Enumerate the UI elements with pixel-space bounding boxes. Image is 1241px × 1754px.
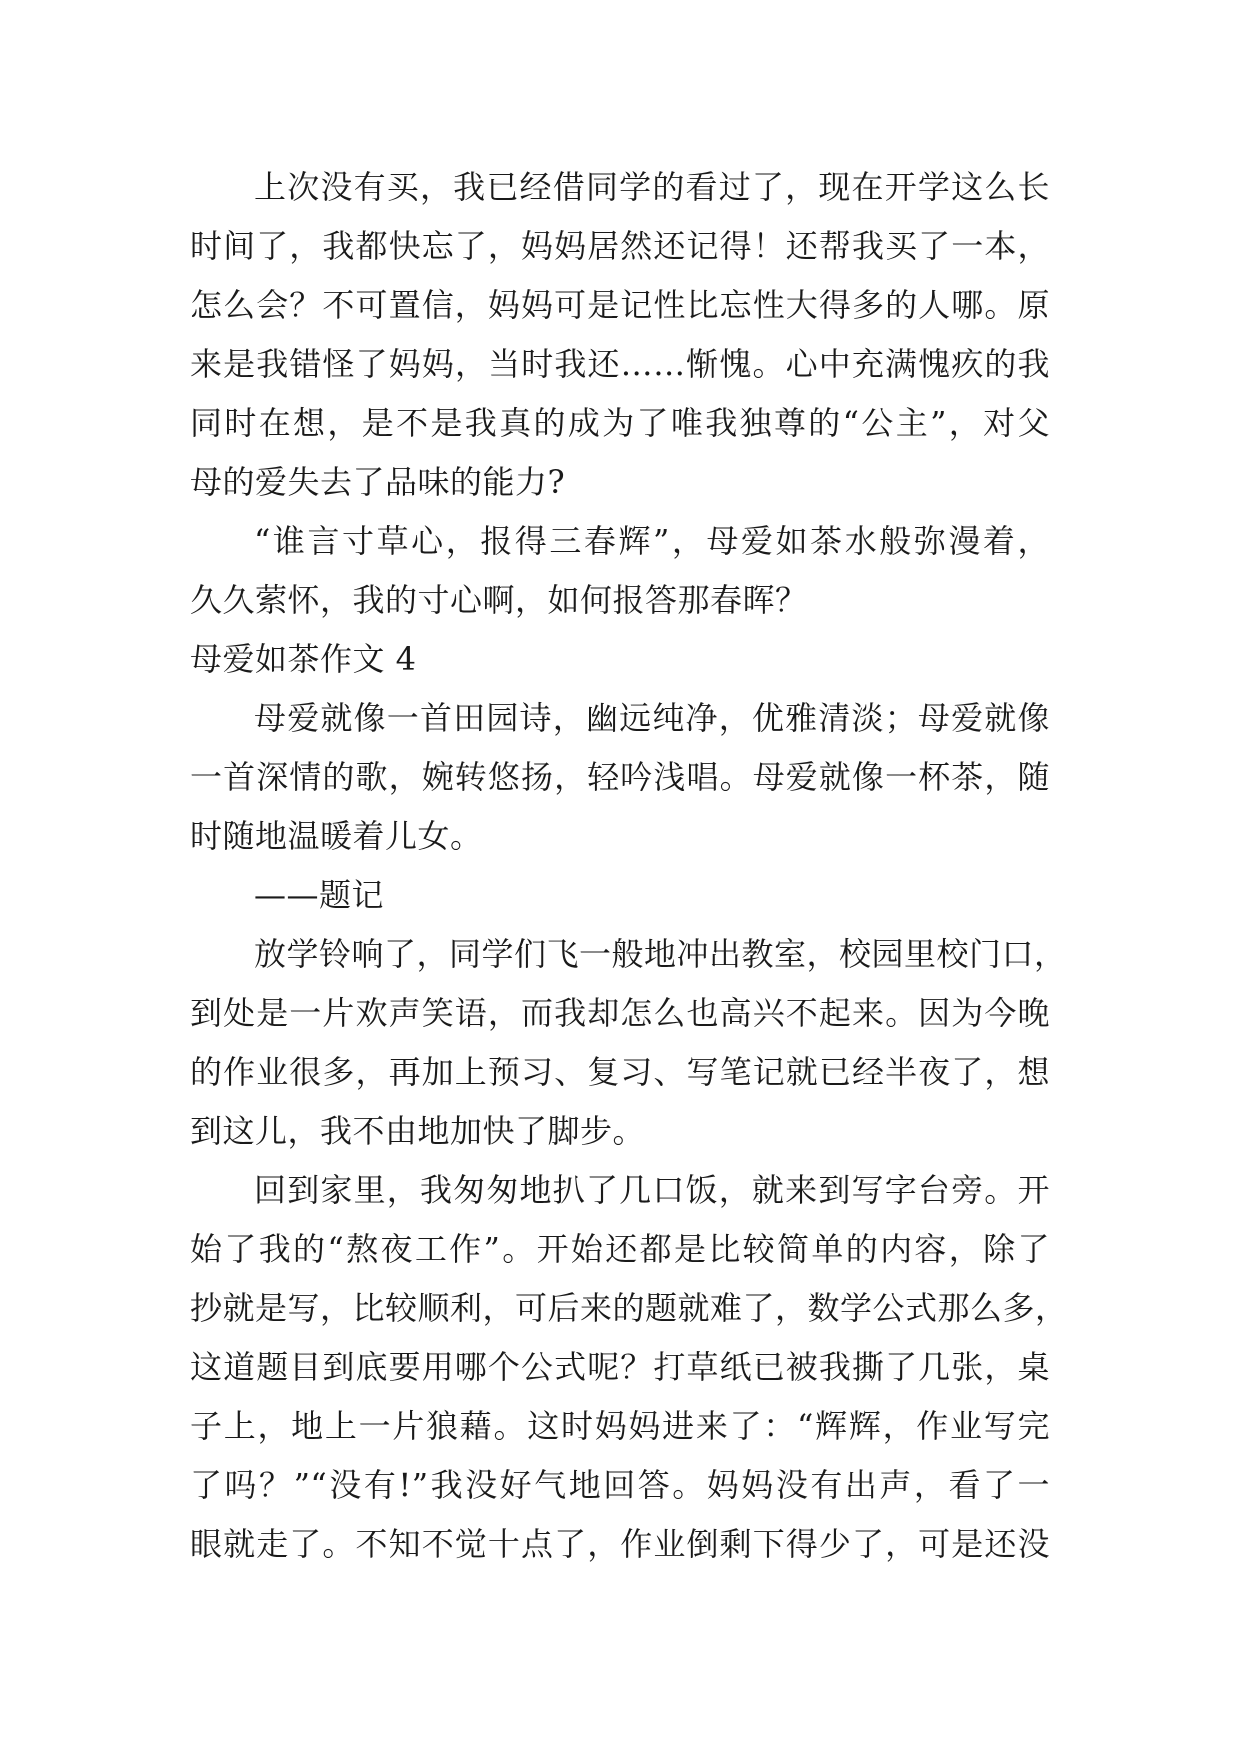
text-line: “谁言寸草心，报得三春辉”，母爱如茶水般弥漫着， <box>254 522 1050 560</box>
text-line: 久久萦怀，我的寸心啊，如何报答那春晖？ <box>190 581 808 619</box>
text-line: 了吗？”“没有!”我没好气地回答。妈妈没有出声，看了一 <box>190 1466 1050 1504</box>
text-line: 母爱就像一首田园诗，幽远纯净，优雅清淡；母爱就像 <box>254 699 1050 737</box>
text-line: 回到家里，我匆匆地扒了几口饭，就来到写字台旁。开 <box>254 1171 1050 1209</box>
text-line: 时随地温暖着儿女。 <box>190 817 483 855</box>
text-line: 上次没有买，我已经借同学的看过了，现在开学这么长 <box>254 168 1050 206</box>
text-line: 这道题目到底要用哪个公式呢？打草纸已被我撕了几张，桌 <box>190 1348 1050 1386</box>
text-line: 时间了，我都快忘了，妈妈居然还记得！还帮我买了一本， <box>190 227 1050 265</box>
inscription-line: ——题记 <box>254 876 385 914</box>
text-line: 怎么会？不可置信，妈妈可是记性比忘性大得多的人哪。原 <box>190 286 1050 324</box>
text-line: 到处是一片欢声笑语，而我却怎么也高兴不起来。因为今晚 <box>190 994 1050 1032</box>
text-line: 同时在想，是不是我真的成为了唯我独尊的“公主”，对父 <box>190 404 1050 442</box>
text-line: 一首深情的歌，婉转悠扬，轻吟浅唱。母爱就像一杯茶，随 <box>190 758 1050 796</box>
text-line: 抄就是写，比较顺利，可后来的题就难了，数学公式那么多， <box>190 1289 1068 1327</box>
text-line: 眼就走了。不知不觉十点了，作业倒剩下得少了，可是还没 <box>190 1525 1050 1563</box>
text-line: 来是我错怪了妈妈，当时我还……惭愧。心中充满愧疚的我 <box>190 345 1050 383</box>
document-body <box>190 158 1068 1574</box>
text-line: 子上，地上一片狼藉。这时妈妈进来了：“辉辉，作业写完 <box>190 1407 1050 1445</box>
text-line: 的作业很多，再加上预习、复习、写笔记就已经半夜了，想 <box>190 1053 1050 1091</box>
text-line: 母的爱失去了品味的能力? <box>190 463 566 501</box>
text-line: 始了我的“熬夜工作”。开始还都是比较简单的内容，除了 <box>190 1230 1050 1268</box>
text-line: 到这儿，我不由地加快了脚步。 <box>190 1112 646 1150</box>
section-heading: 母爱如茶作文 4 <box>190 640 417 678</box>
text-line: 放学铃响了，同学们飞一般地冲出教室，校园里校门口， <box>254 935 1067 973</box>
